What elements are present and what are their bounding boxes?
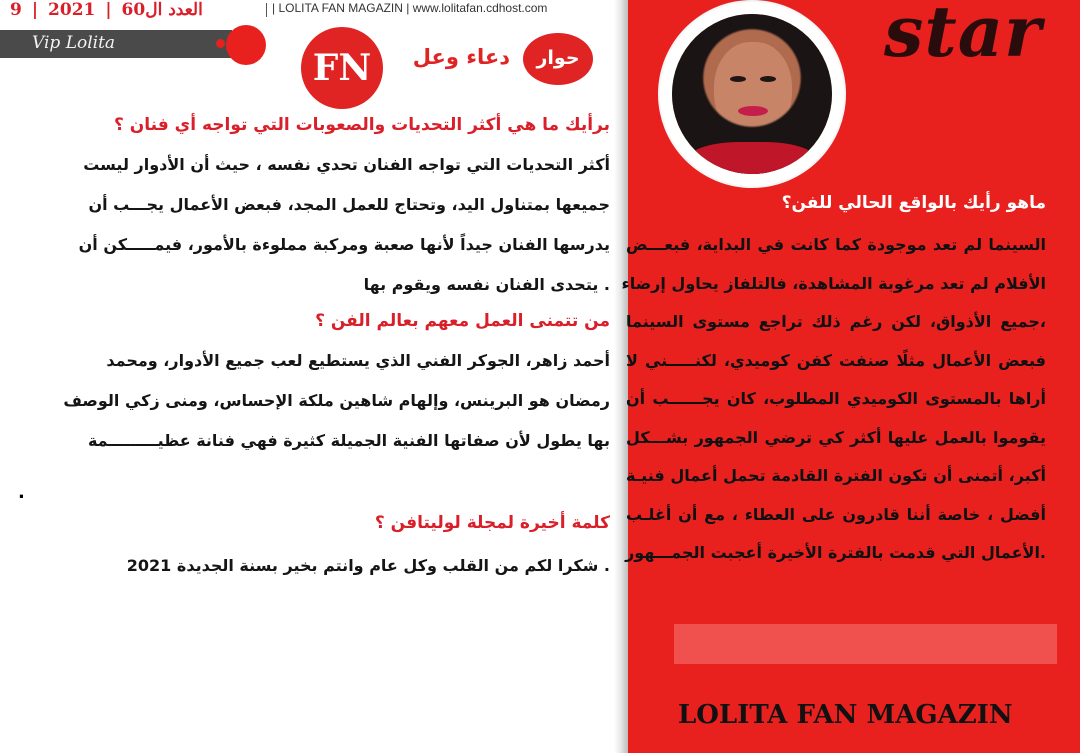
fn-logo: FN [301, 27, 383, 109]
answer-1 [40, 145, 610, 305]
header-divider [266, 3, 267, 17]
answer-1-line: يدرسها الفنان جيداً لأنها صعبة ومركبة مملوءة بالأمور، فيمـــــكن أن [78, 235, 610, 254]
star-title: star [884, 0, 1042, 73]
answer-3 [127, 546, 610, 586]
vip-lolita-label: Vip Lolita [32, 33, 116, 53]
answer-2-line: رمضان هو البرينس، وإلهام شاهين ملكة الإحساس، ومنى زكي الوصف [63, 391, 610, 410]
right-answer-line: يقوموا بالعمل عليها أكثر كي ترضي الجمهور بشـــكل [626, 427, 1046, 447]
question-3: كلمة أخيرة لمجلة لوليتافن ؟ [374, 513, 610, 533]
answer-1-line: جميعها بمتناول اليد، وتحتاج للعمل المجد، فبعض الأعمال يجـــب أن [88, 195, 610, 214]
right-answer-line: أراها بالمستوى الكوميدي المطلوب، كان يجــــــب أن [626, 389, 1046, 408]
vip-lolita-bar [0, 30, 232, 58]
blank-panel [674, 624, 1057, 664]
portrait-photo [672, 14, 832, 174]
question-2: من تتمنى العمل معهم بعالم الفن ؟ [315, 311, 610, 331]
answer-2 [50, 341, 610, 461]
right-answer-line: أفضل ، خاصة أننا قادرون على العطاء ، مع أن أغلـب [626, 504, 1046, 524]
right-answer-line: ،جميع الأذواق، لكن رغم ذلك تراجع مستوى السينما [626, 312, 1046, 331]
issue-year: 2021 [48, 0, 96, 20]
answer-1-line: أكثر التحديات التي تواجه الفنان تحدي نفسه ، حيث أن الأدوار ليست [83, 155, 610, 174]
question-1: برأيك ما هي أكثر التحديات والصعوبات التي تواجه أي فنان ؟ [113, 115, 610, 135]
portrait-shirt [686, 142, 818, 174]
magazine-brand: LOLITA FAN MAGAZIN [678, 700, 1013, 730]
issue-header: العدد ال60|2021|9 [10, 0, 203, 20]
answer-2-line: بها يطول لأن صفاتها الفنية الجميلة كثيرة فهي فنانة عظيـــــــــمة [87, 431, 610, 450]
vip-small-dot [216, 39, 225, 48]
right-answer-line: أكبر، أتمنى أن تكون الفترة القادمة تحمل أعمال فنيـة [626, 466, 1046, 485]
interview-badge: حوار [523, 33, 593, 85]
answer-2-line: أحمد زاهر، الجوكر الفني الذي يستطيع لعب جميع الأدوار، ومحمد [106, 351, 610, 370]
answer-1-line: . يتحدى الفنان نفسه ويقوم بها [363, 275, 610, 294]
right-answer-line: .الأعمال التي قدمت بالفترة الأخيرة أعجبت الجمـــهور [625, 543, 1046, 562]
stray-period: . [18, 482, 25, 503]
magazine-header: | LOLITA FAN MAGAZIN | www.lolitafan.cdhost.com [272, 1, 548, 15]
vip-dot [226, 25, 266, 65]
right-answer-line: فبعض الأعمال مثلًا صنفت كفن كوميدي، لكنـــــني لا [626, 350, 1046, 370]
right-answer-line: السينما لم تعد موجودة كما كانت في البداية، فبعـــض [626, 235, 1046, 254]
issue-number: العدد ال60 [121, 0, 203, 20]
page-number: 9 [10, 0, 22, 20]
answer-3-line: . شكرا لكم من القلب وكل عام وانتم بخير بسنة الجديدة 2021 [126, 556, 610, 575]
interviewee-name: دعاء وعل [412, 45, 510, 69]
right-question: ماهو رأيك بالواقع الحالي للفن؟ [781, 193, 1046, 213]
right-answer [621, 226, 1046, 573]
right-answer-line: الأفلام لم تعد مرغوبة المشاهدة، فالتلفاز يحاول إرضاء [621, 273, 1046, 293]
